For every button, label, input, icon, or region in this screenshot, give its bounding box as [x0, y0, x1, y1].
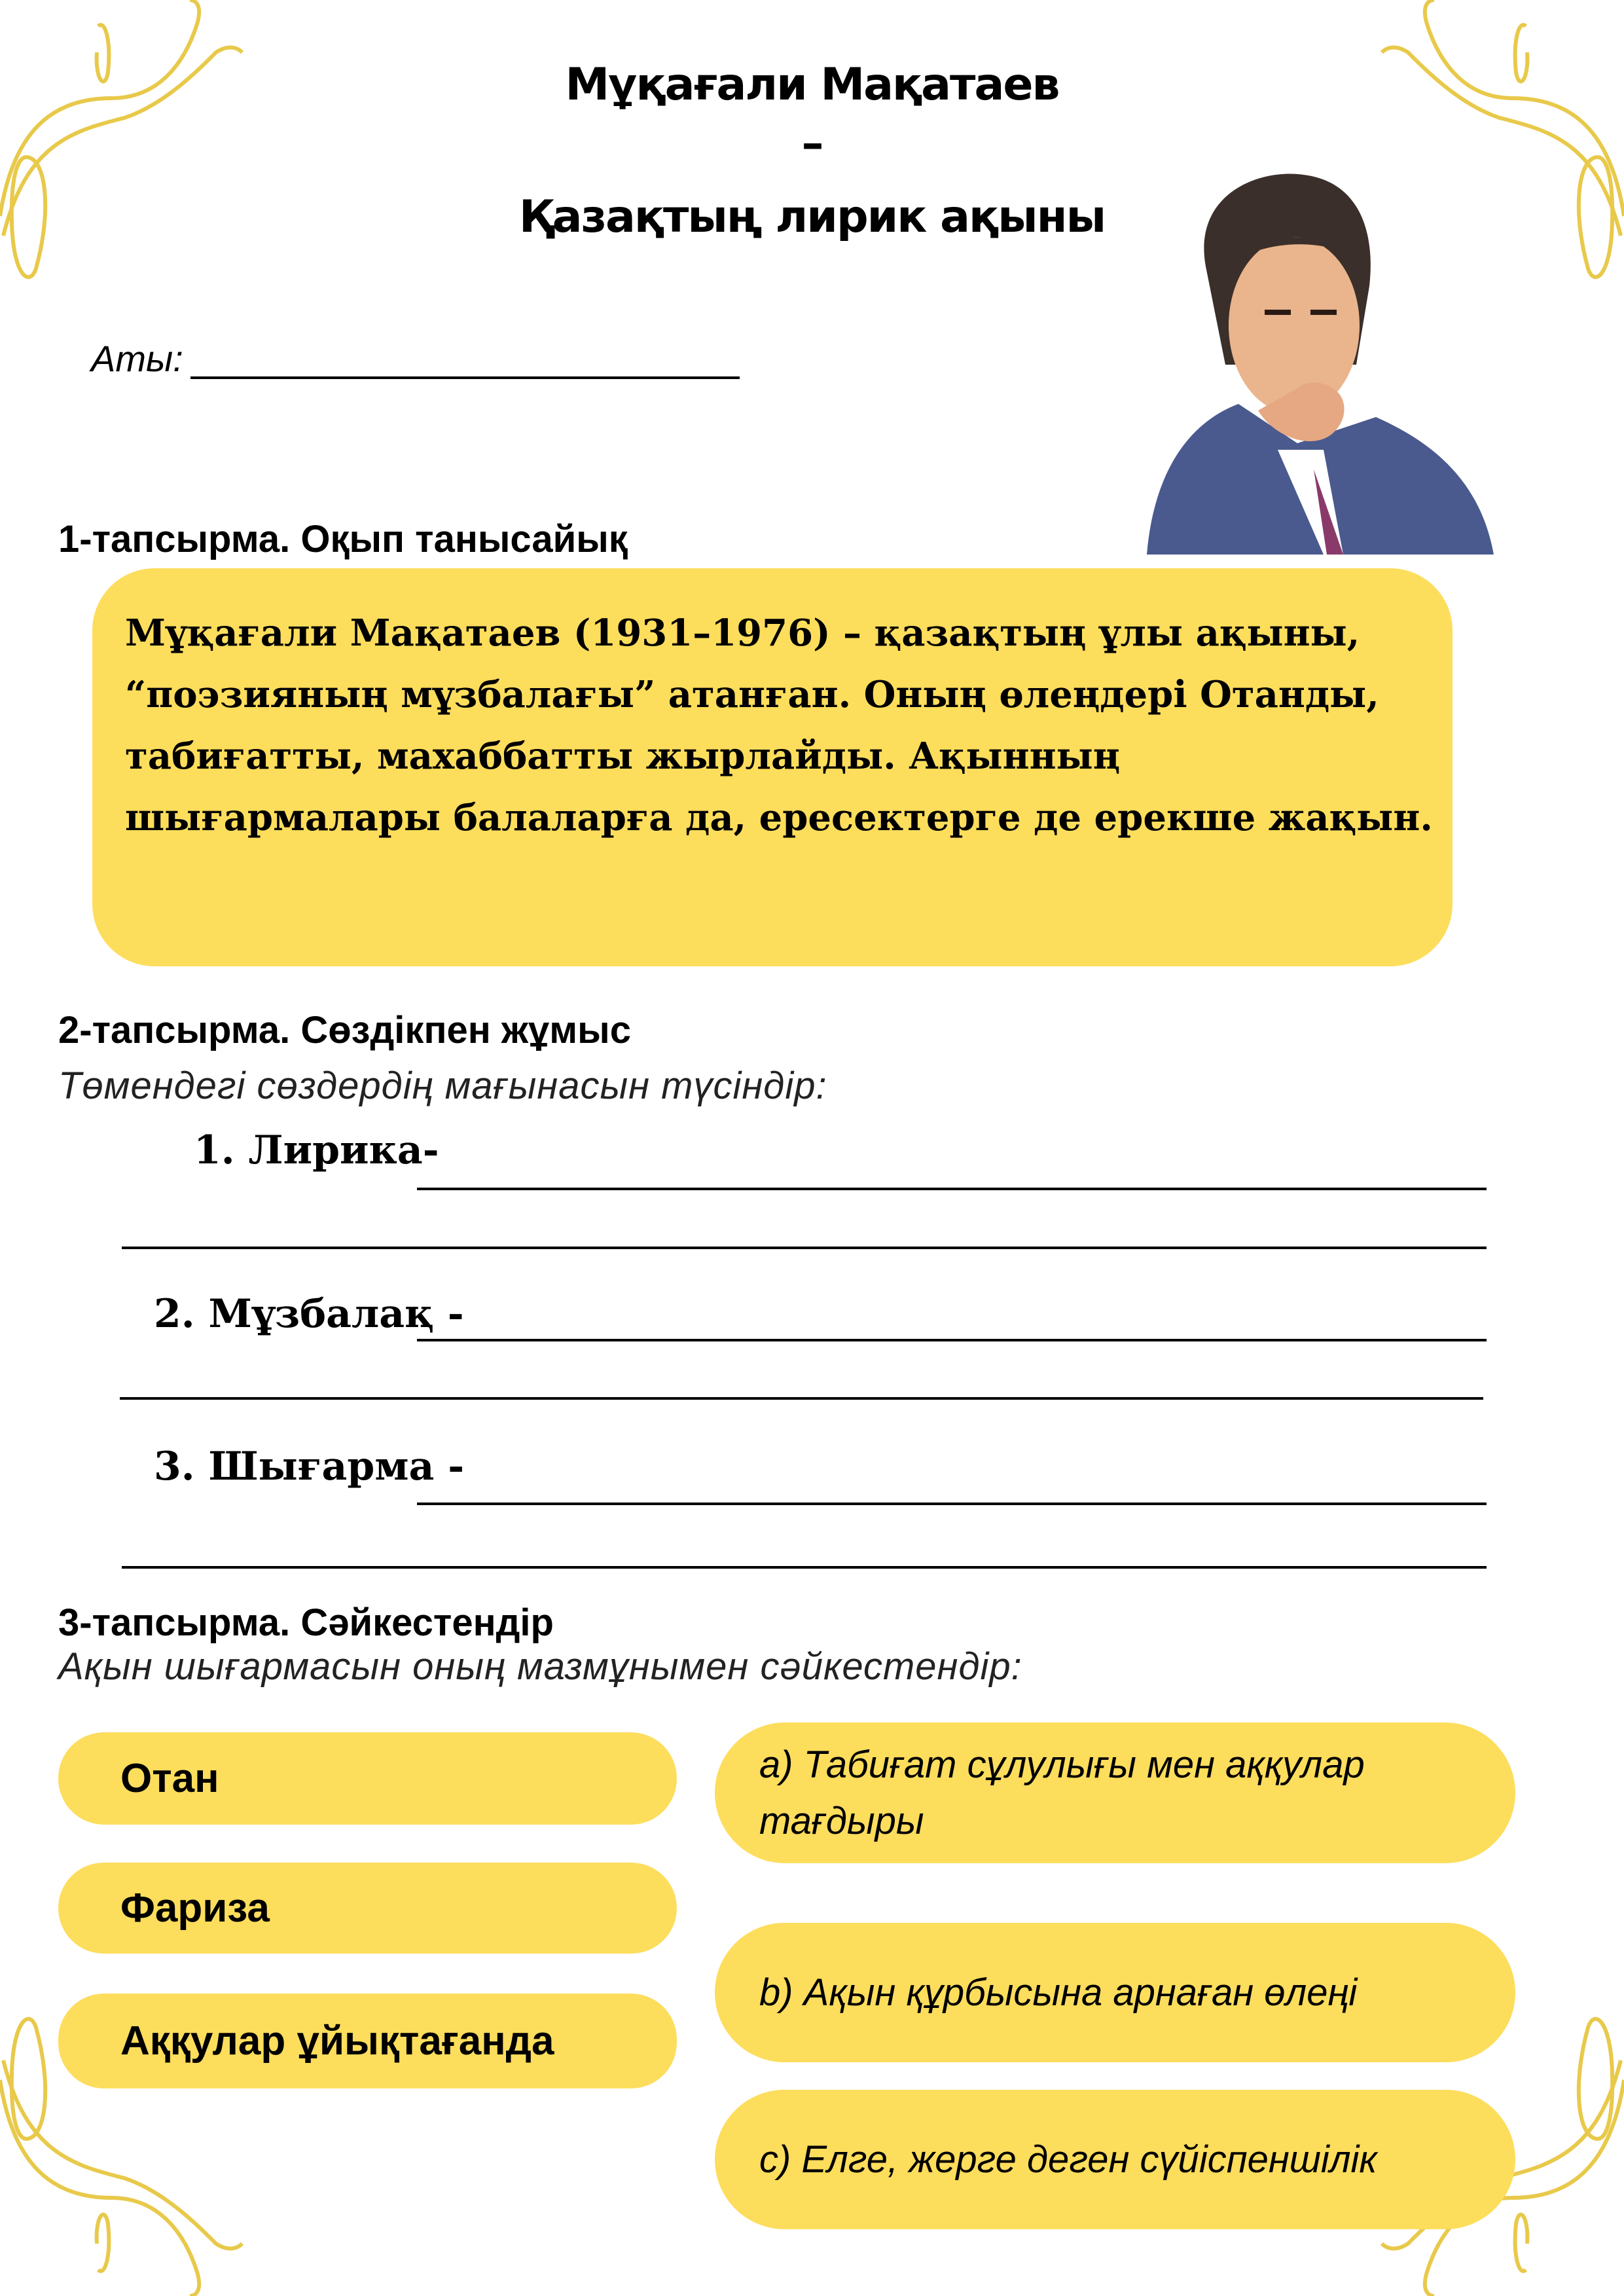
- task2-instruction: Төмендегі сөздердің мағынасын түсіндір:: [58, 1065, 827, 1107]
- description-card-c[interactable]: c) Елге, жерге деген сүйіспеншілік: [715, 2090, 1515, 2229]
- term-label-3: 3. Шығарма -: [154, 1444, 465, 1489]
- title-line-2: Қазақтың лирик ақыны: [518, 191, 1106, 243]
- name-label: Аты:: [91, 338, 183, 379]
- answer-line-3a[interactable]: [417, 1503, 1487, 1505]
- work-card-akkular[interactable]: Аққулар ұйықтағанда: [58, 1994, 677, 2088]
- work-card-fariza[interactable]: Фариза: [58, 1863, 677, 1954]
- task1-text-box: [92, 568, 1453, 966]
- name-input-line[interactable]: [190, 376, 740, 379]
- answer-line-2a[interactable]: [417, 1339, 1487, 1341]
- term-label-2: 2. Мұзбалақ -: [154, 1291, 464, 1337]
- term-label-1: 1. Лирика-: [194, 1127, 439, 1173]
- answer-line-2b[interactable]: [120, 1397, 1483, 1400]
- task3-heading: 3-тапсырма. Сәйкестендір: [58, 1601, 554, 1644]
- title-dash: –: [801, 118, 823, 170]
- answer-line-3b[interactable]: [122, 1566, 1487, 1569]
- task3-instruction: Ақын шығармасын оның мазмұнымен сәйкестендір:: [58, 1645, 1022, 1688]
- task1-text: Мұқағали Мақатаев (1931–1976) – қазақтың ұлы ақыны, “поэзияның мұзбалағы” атанған. Оның өлеңдері Отанды, табиғатты, махаббатты жырлайды. Ақынның шығармалары балаларға да, ересектерге де ерекше жақын.: [125, 611, 1433, 839]
- description-card-b[interactable]: b) Ақын құрбысына арнаған өлеңі: [715, 1923, 1515, 2062]
- answer-line-1a[interactable]: [417, 1188, 1487, 1190]
- poet-portrait: [1127, 168, 1501, 555]
- task2-heading: 2-тапсырма. Сөздікпен жұмыс: [58, 1009, 631, 1051]
- task1-heading: 1-тапсырма. Оқып танысайық: [58, 518, 628, 560]
- description-card-a[interactable]: a) Табиғат сұлулығы мен аққулар тағдыры: [715, 1722, 1515, 1863]
- work-card-otan[interactable]: Отан: [58, 1732, 677, 1825]
- title-line-1: Мұқағали Мақатаев: [565, 59, 1059, 111]
- answer-line-1b[interactable]: [122, 1247, 1487, 1249]
